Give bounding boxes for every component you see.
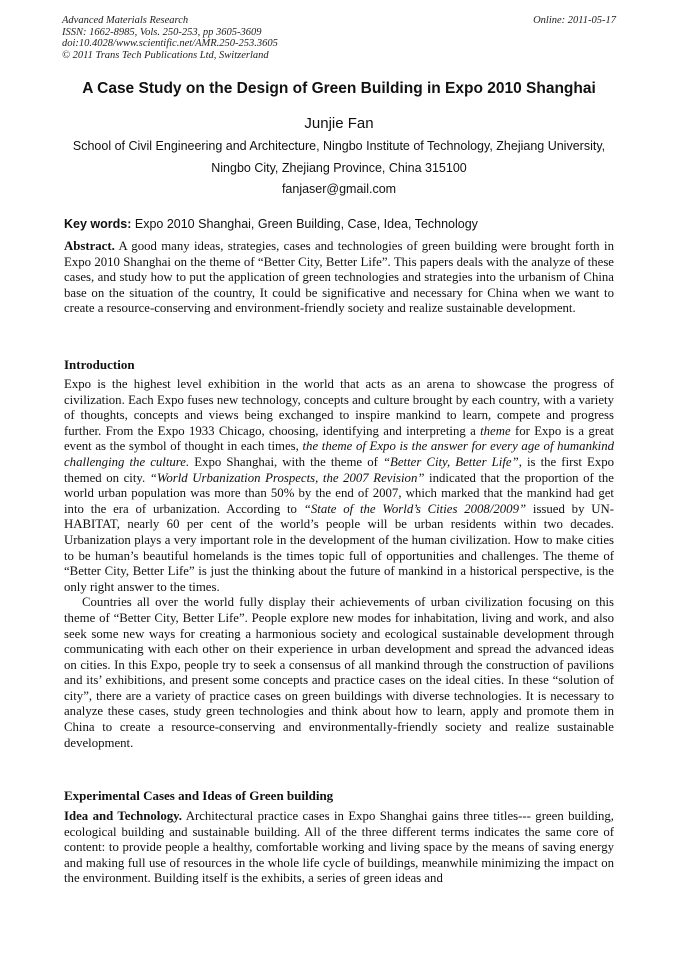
author-name: Junjie Fan: [304, 115, 374, 132]
issn-line: ISSN: 1662-8985, Vols. 250-253, pp 3605-3609: [62, 26, 262, 38]
introduction-paragraph-1: Expo is the highest level exhibition in the world that acts as an arena to showcase the progress of civilization. Each Expo fuses new technology, concepts and culture brought by each country, with a variety of thoughts, concepts and views being exchanged to inspire mankind to learn, compete and progress further. From the Expo 1933 Chicago, choosing, identifying and interpreting a theme for Expo is a great event as the symbol of thought in each times, the theme of Expo is the answer for every age of humankind challenging the culture. Expo Shanghai, with the theme of “Better City, Better Life”, is the first Expo themed on city. “World Urbanization Prospects, the 2007 Revision” indicated that the proportion of the world urban population was more than 50% by the end of 2007, which marked that the mankind had get into the era of urbanization. According to “State of the World’s Cities 2008/2009” issued by UN-HABITAT, nearly 60 per cent of the world’s people will be urban residents within two decades. Urbanization plays a very important role in the development of the human civilization. How to make cities to be human’s beautiful homelands is the times topic full of opportunities and challenges. The theme of “Better City, Better Life” is just the thinking about the future of mankind in a historical perspective, is the only right answer to the times.: [64, 377, 615, 594]
journal-header: [62, 15, 616, 61]
keywords-label: Key words:: [64, 217, 132, 231]
keywords-text: Expo 2010 Shanghai, Green Building, Case, Idea, Technology: [131, 217, 478, 231]
affiliation-line-2: Ningbo City, Zhejiang Province, China 315100: [211, 161, 467, 175]
copyright-line: © 2011 Trans Tech Publications Ltd, Switzerland: [62, 49, 269, 61]
online-date: Online: 2011-05-17: [533, 15, 616, 26]
introduction-body: [64, 377, 614, 751]
section-2-heading: Experimental Cases and Ideas of Green building: [64, 788, 334, 803]
abstract: [64, 239, 614, 317]
doi-line: doi:10.4028/www.scientific.net/AMR.250-253.3605: [62, 38, 278, 49]
section-2-body: [64, 809, 614, 887]
section-2-text: Architectural practice cases in Expo Shanghai gains three titles--- green building, ecological building and sustainable building. All of the three different terms indicates the same core of content: to provide people a healthy, comfortable working and living space by the means of saving energy and making full use of resources in the whole life cycle of buildings, meanwhile minimizing the impact on the environment. Building itself is the exhibits, a series of green ideas and: [64, 809, 614, 886]
author-email: fanjaser@gmail.com: [281, 182, 397, 196]
paper-title: A Case Study on the Design of Green Building in Expo 2010 Shanghai: [82, 80, 596, 97]
introduction-paragraph-2: Countries all over the world fully display their achievements of urban civilization focusing on this theme of “Better City, Better Life”. People explore new modes for inhabitation, living and work, and also seek some new ways for creating a harmonious society and ecological sustainable development through communicating with each other on their experience in urban development and spread the advanced ideas on cities. In this Expo, people try to seek a consensus of all mankind through the construction of pavilions and its’ exhibitions, and present some concepts and practice cases on the ideal cities. In these “solution of city”, there are a variety of practice cases on green buildings with diverse technologies. It is necessary to analyze these cases, study green technologies and think about how to learn, apply and promote them in China to create a resource-conserving and environmentally-friendly society and realize sustainable development.: [64, 595, 614, 750]
introduction-heading: Introduction: [64, 357, 135, 372]
keywords: [64, 217, 624, 231]
journal-name: Advanced Materials Research: [62, 15, 189, 26]
affiliation-line-1: School of Civil Engineering and Architecture, Ningbo Institute of Technology, Zhejiang University,: [72, 139, 606, 153]
section-2-label: Idea and Technology.: [64, 809, 183, 823]
abstract-text: A good many ideas, strategies, cases and technologies of green building were brought forth in Expo 2010 Shanghai on the theme of “Better City, Better Life”. This papers deals with the analyze of these cases, and study how to put the application of green technologies and strategies into the urbanism of China base on the situation of the country, It could be significative and necessary for China when we want to create a resource-conserving and environment-friendly society and realize sustainable development.: [64, 239, 614, 316]
abstract-label: Abstract.: [64, 239, 115, 253]
